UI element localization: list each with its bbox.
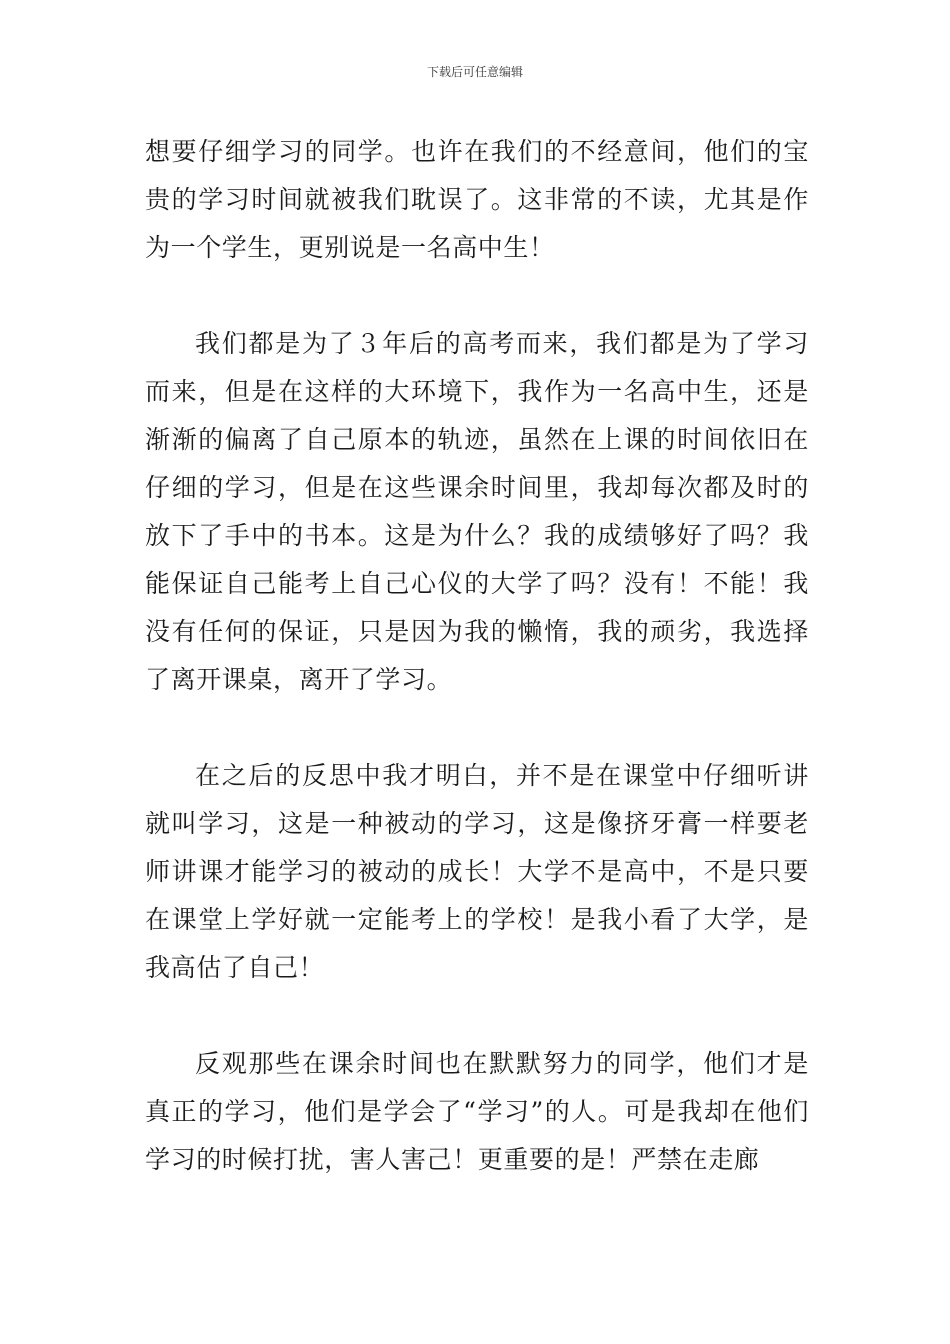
paragraph-2: 我们都是为了３年后的高考而来，我们都是为了学习而来，但是在这样的大环境下，我作为一名高中生，还是渐渐的偏离了自己原本的轨迹，虽然在上课的时间依旧在仔细的学习，但是在这些课余时间里，我却每次都及时的放下了手中的书本。这是为什么？我的成绩够好了吗？我能保证自己能考上自己心仪的大学了吗？没有！不能！我没有任何的保证，只是因为我的懒惰，我的顽劣，我选择了离开课桌，离开了学习。 bbox=[145, 329, 809, 694]
paragraph-1: 想要仔细学习的同学。也许在我们的不经意间，他们的宝贵的学习时间就被我们耽误了。这非常的不读，尤其是作为一个学生，更别说是一名高中生！ bbox=[145, 137, 809, 262]
page-header: 下载后可任意编辑 bbox=[426, 65, 523, 79]
paragraph-3: 在之后的反思中我才明白，并不是在课堂中仔细听讲就叫学习，这是一种被动的学习，这是像挤牙膏一样要老师讲课才能学习的被动的成长！大学不是高中，不是只要在课堂上学好就一定能考上的学校！是我小看了大学，是我高估了自己！ bbox=[145, 761, 809, 982]
paragraph-4: 反观那些在课余时间也在默默努力的同学，他们才是真正的学习，他们是学会了“学习”的人。可是我却在他们学习的时候打扰，害人害己！更重要的是！严禁在走廊 bbox=[145, 1049, 809, 1174]
document-body bbox=[145, 128, 809, 1184]
